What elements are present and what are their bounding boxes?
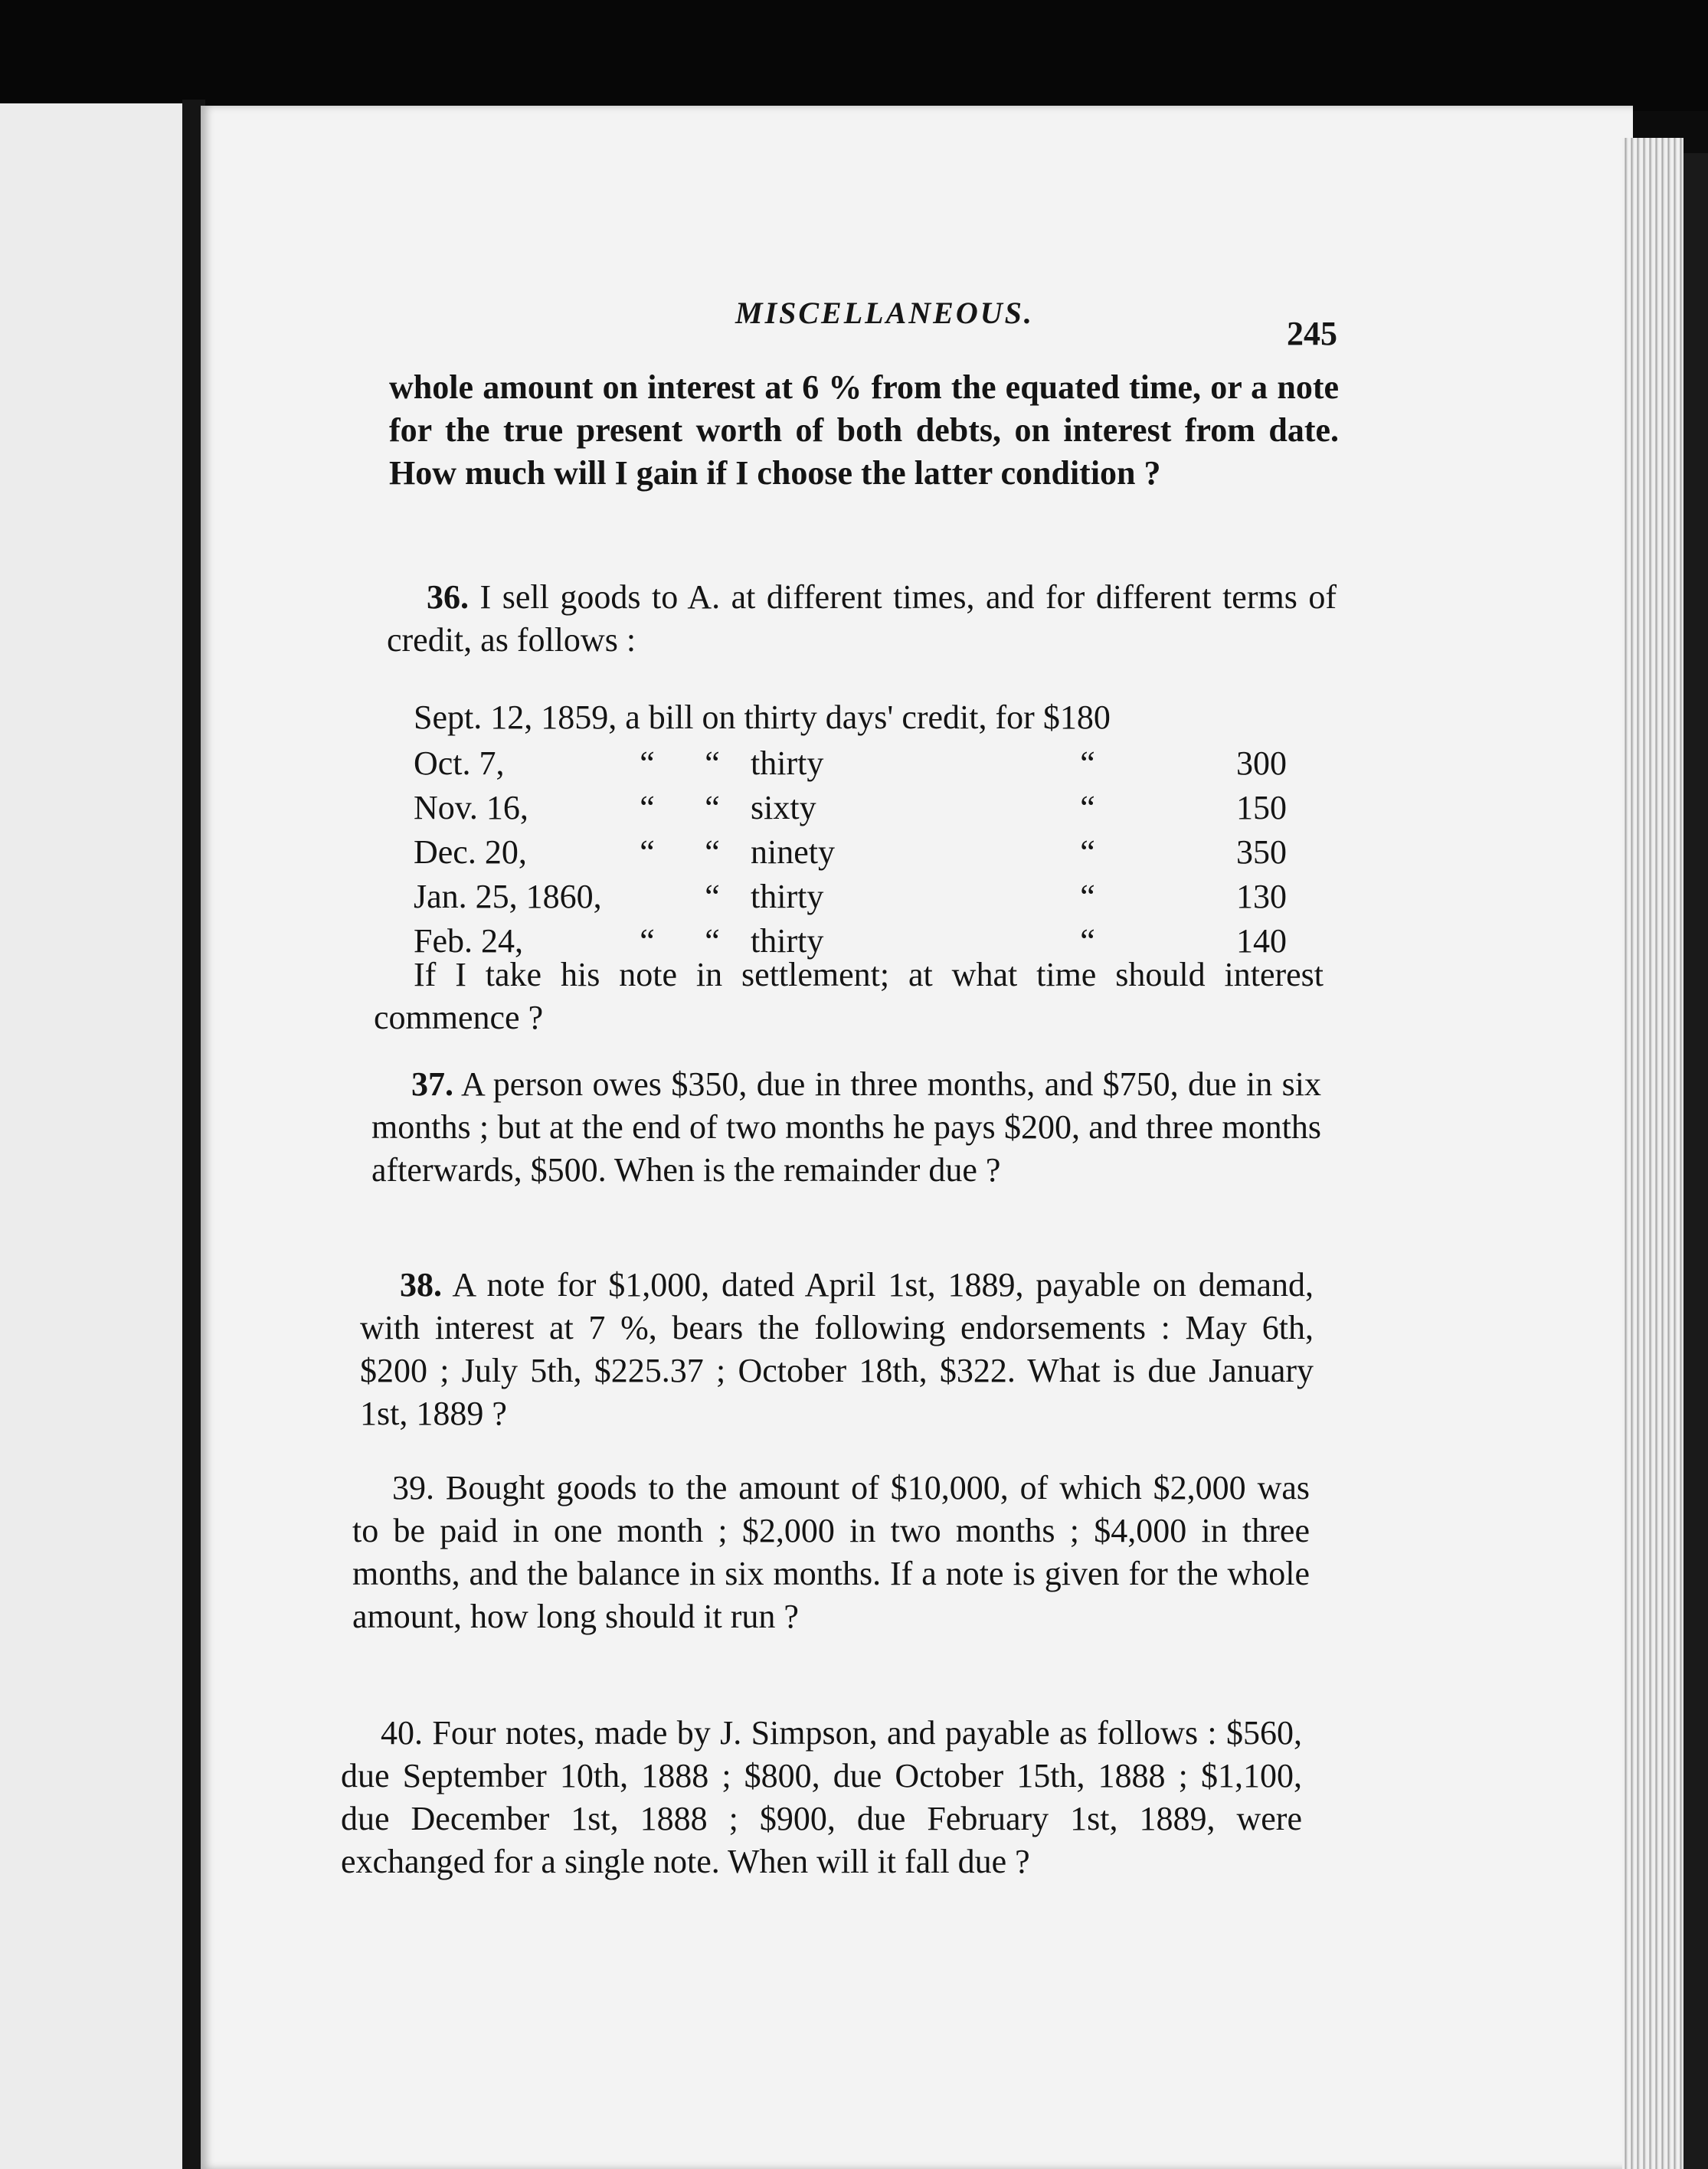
row-term: ninety	[751, 833, 835, 871]
table-row	[414, 785, 1287, 829]
row-date: Jan. 25, 1860,	[414, 877, 602, 915]
problem-number: 38.	[400, 1266, 442, 1304]
first-bill-amount: $180	[1042, 698, 1111, 736]
problem-39-text: Bought goods to the amount of $10,000, of which $2,000 was to be paid in one month ; $2,000 in two months ; $4,000 in three months, and the balance in six months. If a note is given for the whole amount, how long should it run ?	[352, 1469, 1310, 1635]
row-date: Dec. 20,	[414, 833, 527, 871]
row-term: thirty	[751, 921, 824, 960]
first-bill-date: Sept. 12, 1859,	[414, 698, 617, 736]
row-date: Oct. 7,	[414, 744, 505, 782]
continuation-paragraph	[389, 366, 1339, 495]
problem-39	[352, 1467, 1310, 1638]
problem-40-text: Four notes, made by J. Simpson, and payable as follows : $560, due September 10th, 1888 ; $800, due October 15th, 1888 ; $1,100, due December 1st, 1888 ; $900, due February 1st, 1889, were exchanged for a single note. When will it fall due ?	[341, 1714, 1303, 1880]
ditto-mark: “	[1080, 921, 1095, 960]
ditto-mark: “	[705, 788, 720, 826]
scan-right-border	[1683, 153, 1708, 2169]
facing-page-edge	[0, 103, 187, 2169]
running-head: MISCELLANEOUS.	[735, 296, 1034, 330]
table-row	[414, 829, 1287, 874]
row-amount: 130	[1236, 877, 1287, 915]
table-row	[414, 874, 1287, 918]
problem-38	[360, 1264, 1314, 1435]
credit-terms-table	[414, 693, 1287, 963]
row-term: sixty	[751, 788, 816, 826]
row-date: Nov. 16,	[414, 788, 528, 826]
row-date: Feb. 24,	[414, 921, 523, 960]
problem-37	[371, 1063, 1321, 1192]
ditto-mark: “	[640, 744, 655, 782]
table-row	[414, 693, 1287, 741]
ditto-mark: “	[705, 833, 720, 871]
page-number: 245	[1287, 315, 1337, 352]
problem-37-text: A person owes $350, due in three months, and $750, due in six months ; but at the end of two months he pays $200, and three months afterwards, $500. When is the remainder due ?	[371, 1065, 1321, 1189]
problem-number: 37.	[411, 1065, 453, 1103]
problem-38-text: A note for $1,000, dated April 1st, 1889, payable on demand, with interest at 7 %, bears the following endorsements : May 6th, $200 ; July 5th, $225.37 ; October 18th, $322. What is due January 1st, 1889 ?	[360, 1266, 1314, 1432]
ditto-mark: “	[1080, 833, 1095, 871]
problem-number: 40.	[381, 1714, 423, 1752]
ditto-mark: “	[640, 788, 655, 826]
row-amount: 300	[1236, 744, 1287, 782]
ditto-mark: “	[705, 877, 720, 915]
row-amount: 150	[1236, 788, 1287, 826]
problem-36	[387, 576, 1337, 662]
row-amount: 140	[1236, 921, 1287, 960]
ditto-mark: “	[705, 744, 720, 782]
ditto-mark: “	[705, 921, 720, 960]
ditto-mark: “	[640, 833, 655, 871]
scan-top-border	[0, 0, 1708, 111]
first-bill-phrase: a bill on thirty days' credit, for	[625, 698, 1035, 736]
problem-number: 39.	[392, 1469, 434, 1507]
problem-36-question-text: If I take his note in settlement; at what time should interest commence ?	[374, 956, 1324, 1036]
problem-40	[341, 1712, 1302, 1883]
page-stack-edge	[1622, 138, 1683, 2169]
ditto-mark: “	[1080, 744, 1095, 782]
problem-36-question	[374, 954, 1324, 1039]
continuation-text: whole amount on interest at 6 % from the equated time, or a note for the true present worth of both debts, on interest from date. How much will I gain if I choose the latter condition ?	[389, 368, 1339, 492]
row-amount: 350	[1236, 833, 1287, 871]
table-row	[414, 741, 1287, 785]
problem-number: 36.	[427, 578, 469, 616]
row-term: thirty	[751, 877, 824, 915]
problem-36-intro: I sell goods to A. at different times, and for different terms of credit, as follows :	[387, 578, 1337, 659]
ditto-mark: “	[1080, 788, 1095, 826]
row-term: thirty	[751, 744, 824, 782]
ditto-mark: “	[1080, 877, 1095, 915]
ditto-mark: “	[640, 921, 655, 960]
